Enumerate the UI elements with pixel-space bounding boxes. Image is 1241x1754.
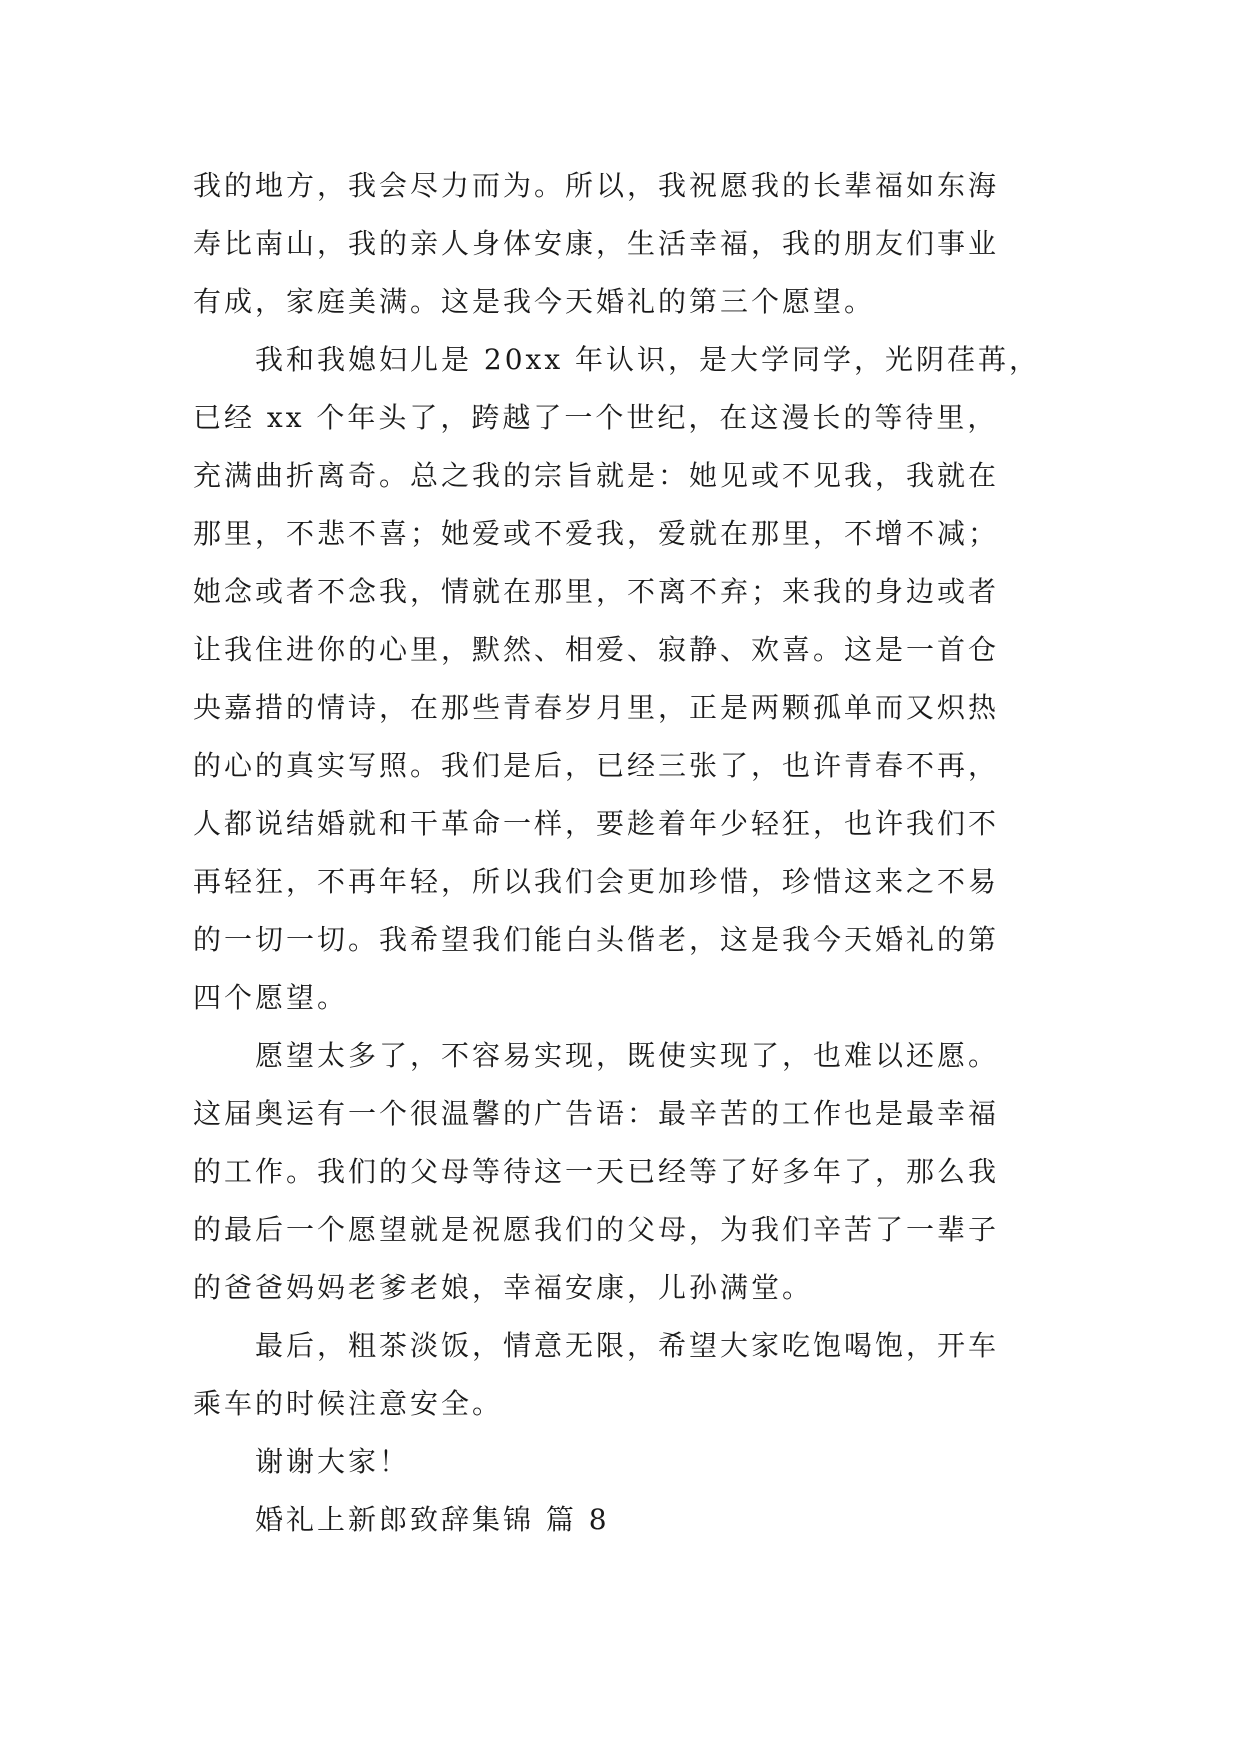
text-line: 寿比南山，我的亲人身体安康，生活幸福，我的朋友们事业 bbox=[193, 227, 1000, 260]
text-line: 的爸爸妈妈老爹老娘，幸福安康，儿孙满堂。 bbox=[193, 1271, 814, 1304]
text-line: 乘车的时候注意安全。 bbox=[193, 1387, 504, 1420]
text-line: 她念或者不念我，情就在那里，不离不弃；来我的身边或者 bbox=[193, 575, 1000, 608]
text-line: 那里，不悲不喜；她爱或不爱我，爱就在那里，不增不减； bbox=[193, 517, 1000, 550]
text-line: 的心的真实写照。我们是后，已经三张了，也许青春不再， bbox=[193, 749, 1000, 782]
text-line: 让我住进你的心里，默然、相爱、寂静、欢喜。这是一首仓 bbox=[193, 633, 1000, 666]
text-line: 的一切一切。我希望我们能白头偕老，这是我今天婚礼的第 bbox=[193, 923, 1000, 956]
text-line: 再轻狂，不再年轻，所以我们会更加珍惜，珍惜这来之不易 bbox=[193, 865, 1000, 898]
text-line: 充满曲折离奇。总之我的宗旨就是：她见或不见我，我就在 bbox=[193, 459, 1000, 492]
text-line: 我和我媳妇儿是 20xx 年认识，是大学同学，光阴荏苒， bbox=[255, 343, 1041, 376]
text-line: 四个愿望。 bbox=[193, 981, 349, 1014]
text-line: 有成，家庭美满。这是我今天婚礼的第三个愿望。 bbox=[193, 285, 876, 318]
text-line: 的工作。我们的父母等待这一天已经等了好多年了，那么我 bbox=[193, 1155, 1000, 1188]
text-line: 人都说结婚就和干革命一样，要趁着年少轻狂，也许我们不 bbox=[193, 807, 1000, 840]
document-body bbox=[193, 157, 1093, 1549]
text-line: 谢谢大家！ bbox=[255, 1445, 411, 1478]
text-line: 这届奥运有一个很温馨的广告语：最辛苦的工作也是最幸福 bbox=[193, 1097, 1000, 1130]
text-line: 最后，粗茶淡饭，情意无限，希望大家吃饱喝饱，开车 bbox=[255, 1329, 1000, 1362]
text-line: 央嘉措的情诗，在那些青春岁月里，正是两颗孤单而又炽热 bbox=[193, 691, 1000, 724]
text-line: 已经 xx 个年头了，跨越了一个世纪，在这漫长的等待里， bbox=[193, 401, 999, 434]
text-line: 的最后一个愿望就是祝愿我们的父母，为我们辛苦了一辈子 bbox=[193, 1213, 1000, 1246]
text-line: 婚礼上新郎致辞集锦 篇 8 bbox=[255, 1503, 610, 1536]
text-line: 愿望太多了，不容易实现，既使实现了，也难以还愿。 bbox=[255, 1039, 1000, 1072]
text-line: 我的地方，我会尽力而为。所以，我祝愿我的长辈福如东海 bbox=[193, 169, 1000, 202]
